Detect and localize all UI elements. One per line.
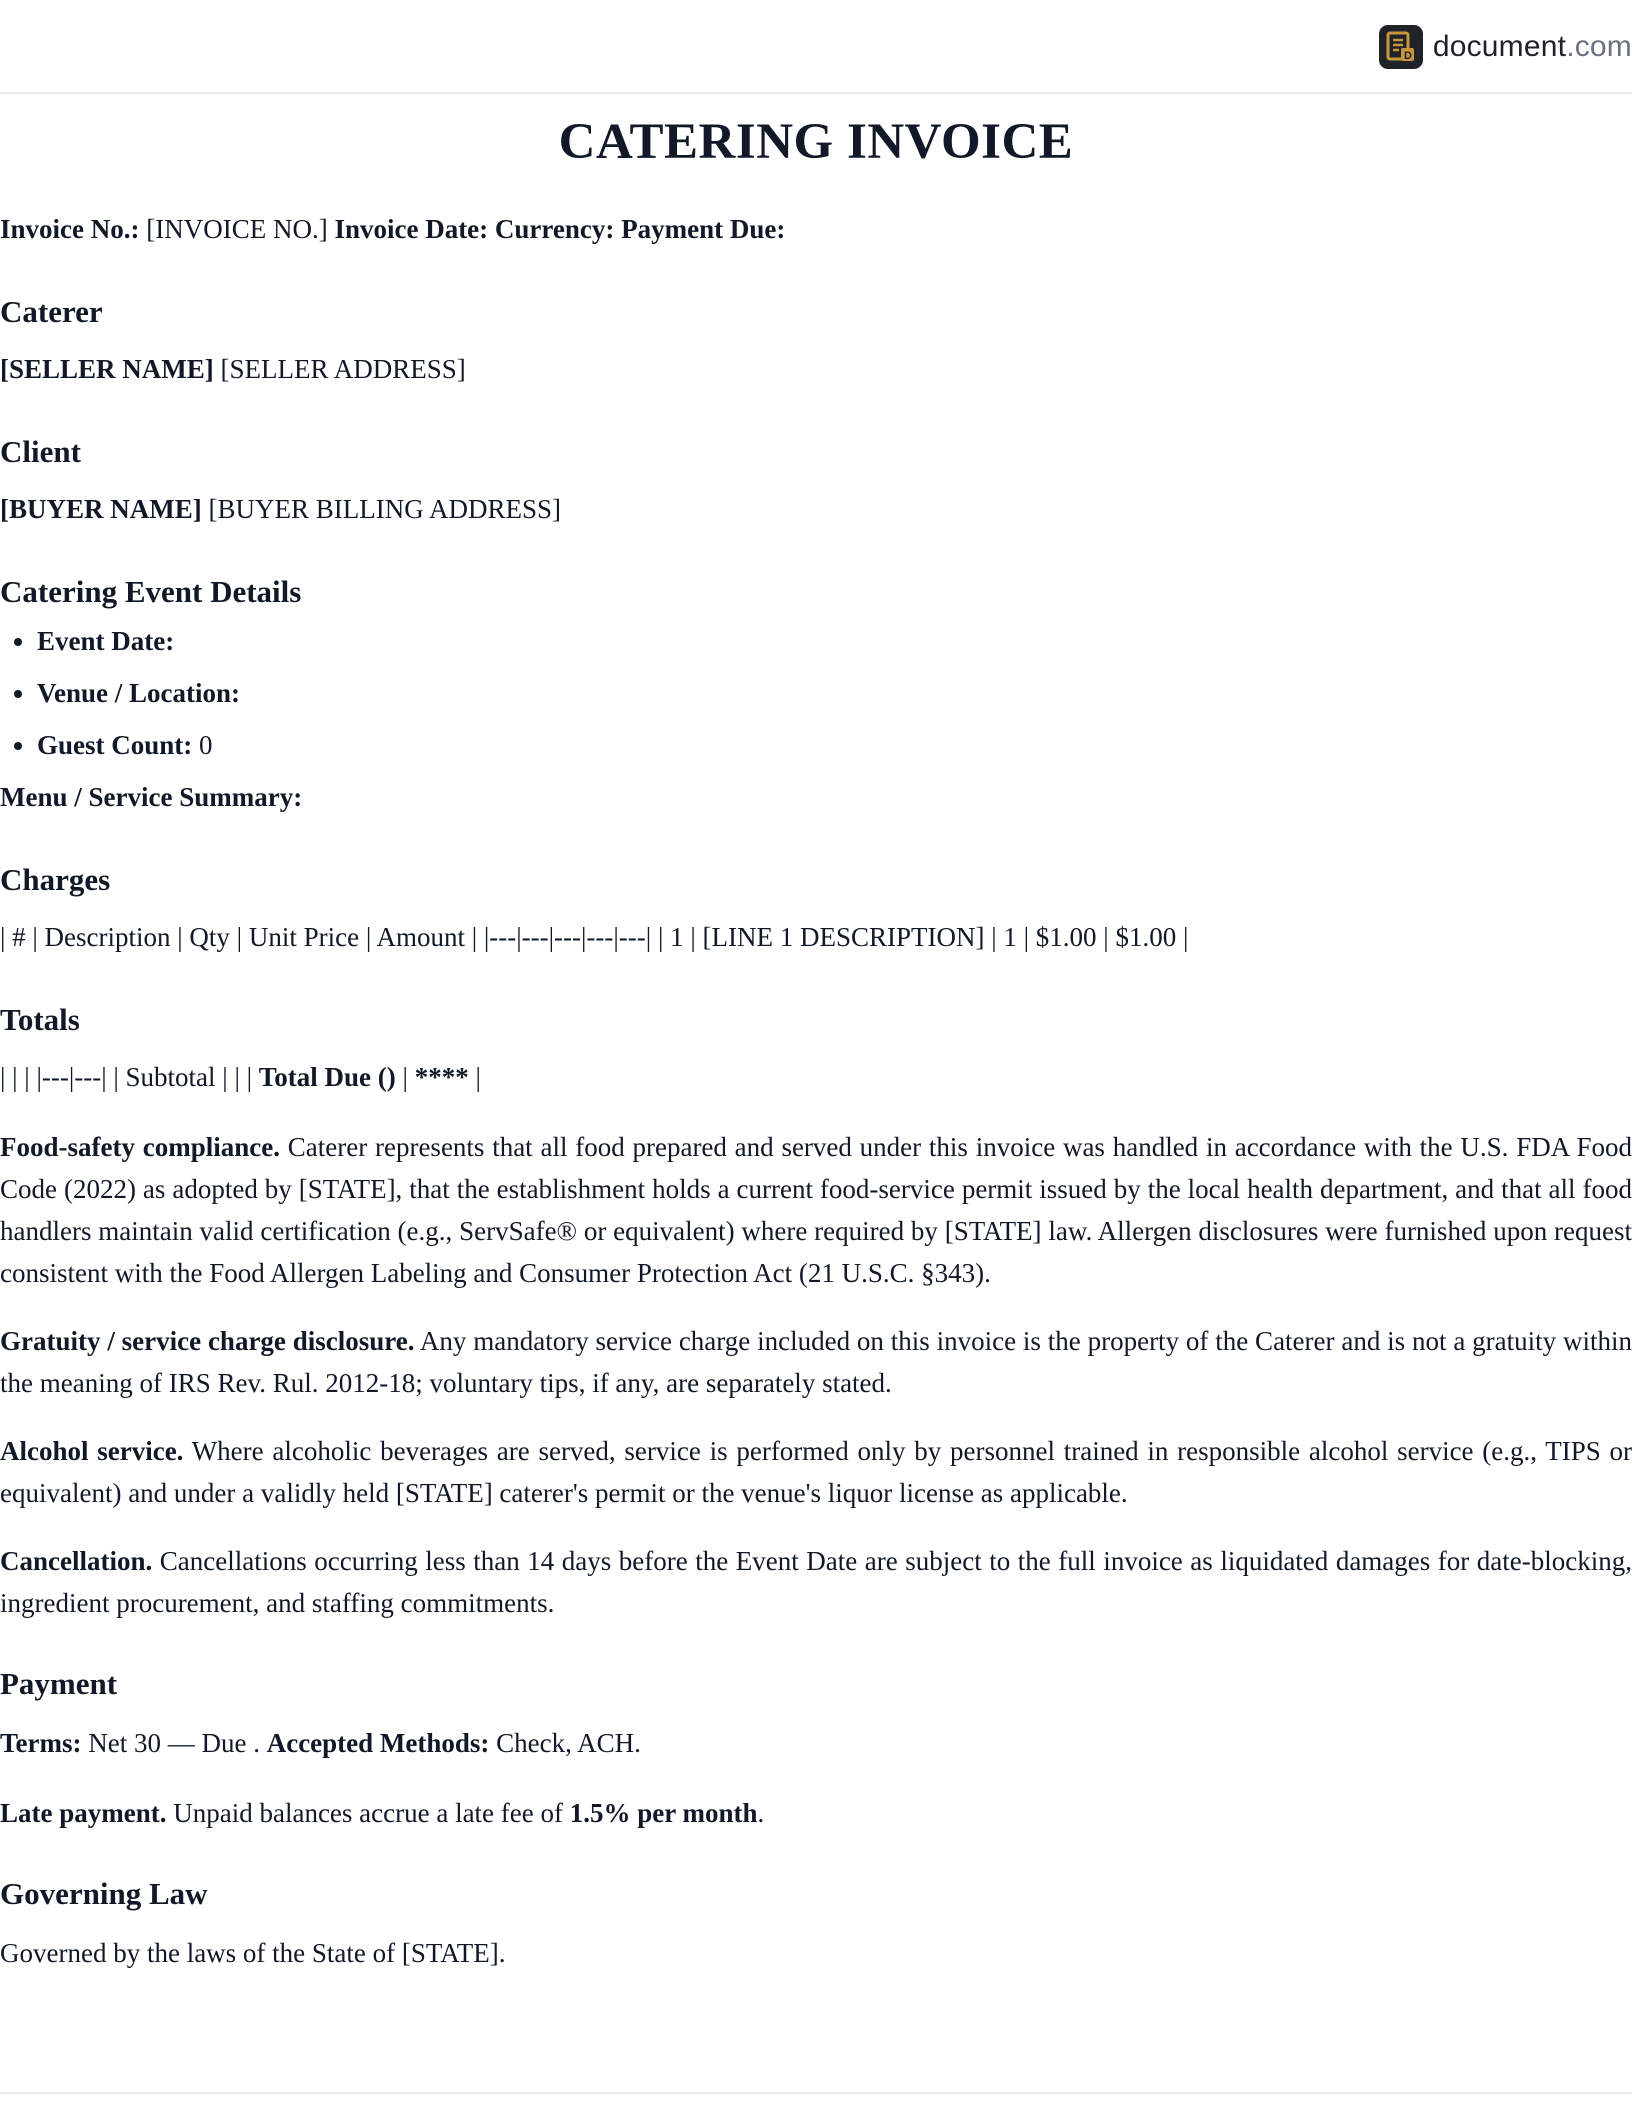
late-payment-text: Unpaid balances accrue a late fee of [173,1798,563,1828]
totals-prefix: | | | |---|---| | Subtotal | | | [0,1062,253,1092]
clause-text: Any mandatory service charge included on this invoice is the property of the Caterer and is not a gratuity within the meaning of IRS Rev. Rul. 2012-18; voluntary tips, if any, are separately stated. [0,1326,1632,1398]
clause-text: Where alcoholic beverages are served, service is performed only by personnel trained in responsible alcohol service (e.g., TIPS or equivalent) and under a validly held [STATE] caterer's permit or the venue's liquor license as applicable. [0,1436,1632,1508]
governing-law-heading: Governing Law [0,1876,208,1911]
clause-cancellation [0,1540,1632,1624]
venue-item [37,672,1632,714]
clause-text: Cancellations occurring less than 14 days before the Event Date are subject to the full invoice as liquidated damages for date-blocking, ingredient procurement, and staffing commitments. [0,1546,1632,1618]
menu-summary [0,776,1632,818]
clause-title: Food-safety compliance. [0,1132,280,1162]
currency-label: Currency: [494,214,615,244]
governing-law-text: Governed by the laws of the State of [STATE]. [0,1938,506,1968]
caterer-heading: Caterer [0,294,103,329]
totals-separator: | [402,1062,408,1092]
clause-title: Cancellation. [0,1546,153,1576]
seller-address: [SELLER ADDRESS] [220,354,466,384]
seller-name: [SELLER NAME] [0,354,214,384]
event-date-label: Event Date: [37,626,175,656]
guest-count-label: Guest Count: [37,730,193,760]
menu-summary-label: Menu / Service Summary: [0,782,303,812]
invoice-date-label: Invoice Date: [334,214,489,244]
caterer-info [0,348,1632,390]
brand-name-text: document [1432,30,1567,63]
totals-end: | [475,1062,481,1092]
guest-count-item [37,724,1632,766]
document-logo-icon [1379,25,1423,69]
terms-value: Net 30 — Due . [88,1728,260,1758]
client-info [0,488,1632,530]
clause-title: Gratuity / service charge disclosure. [0,1326,415,1356]
event-details-list [0,620,1632,766]
charges-heading: Charges [0,862,111,897]
clause-food-safety [0,1126,1632,1294]
invoice-no-value: [INVOICE NO.] [146,214,328,244]
client-heading: Client [0,434,81,469]
top-bar [0,0,1632,94]
late-payment-label: Late payment. [0,1798,167,1828]
invoice-meta [0,208,1632,250]
terms-label: Terms: [0,1728,82,1758]
clause-gratuity [0,1320,1632,1404]
totals-table-text [0,1056,1632,1098]
total-due-label: Total Due () [258,1062,396,1092]
event-details-heading: Catering Event Details [0,574,302,609]
clause-alcohol [0,1430,1632,1514]
buyer-name: [BUYER NAME] [0,494,202,524]
clauses [0,1126,1632,1624]
venue-label: Venue / Location: [37,678,241,708]
payment-terms [0,1722,1632,1764]
methods-label: Accepted Methods: [266,1728,490,1758]
brand-name [1433,30,1632,64]
total-due-value: **** [414,1062,469,1092]
invoice-no-label: Invoice No.: [0,214,140,244]
clause-text: Caterer represents that all food prepared and served under this invoice was handled in accordance with the U.S. FDA Food Code (2022) as adopted by [STATE], that the establishment holds a current food-service permit issued by the local health department, and that all food handlers maintain valid certification (e.g., ServSafe® or equivalent) where required by [STATE] law. Allergen disclosures were furnished upon request consistent with the Food Allergen Labeling and Consumer Protection Act (21 U.S.C. §343). [0,1132,1632,1288]
event-date-item [37,620,1632,662]
svg-text:D: D [1403,50,1412,62]
page-title: CATERING INVOICE [558,114,1074,170]
payment-due-label: Payment Due: [621,214,786,244]
methods-value: Check, ACH. [496,1728,641,1758]
invoice-document [0,92,1632,1974]
clause-title: Alcohol service. [0,1436,184,1466]
brand-tld: .com [1566,30,1632,63]
charges-table-text: | # | Description | Qty | Unit Price | Amount | |---|---|---|---|---| | 1 | [LINE 1 DESCRIPTION] | 1 | $1.00 | $1.00 | [0,922,1189,952]
footer-divider [0,2092,1632,2094]
brand-logo[interactable] [1379,24,1632,70]
payment-heading: Payment [0,1666,118,1701]
late-payment-end: . [757,1798,765,1828]
totals-heading: Totals [0,1002,80,1037]
late-payment [0,1792,1632,1834]
guest-count-value: 0 [199,730,213,760]
late-fee-rate: 1.5% per month [569,1798,758,1828]
buyer-address: [BUYER BILLING ADDRESS] [208,494,562,524]
